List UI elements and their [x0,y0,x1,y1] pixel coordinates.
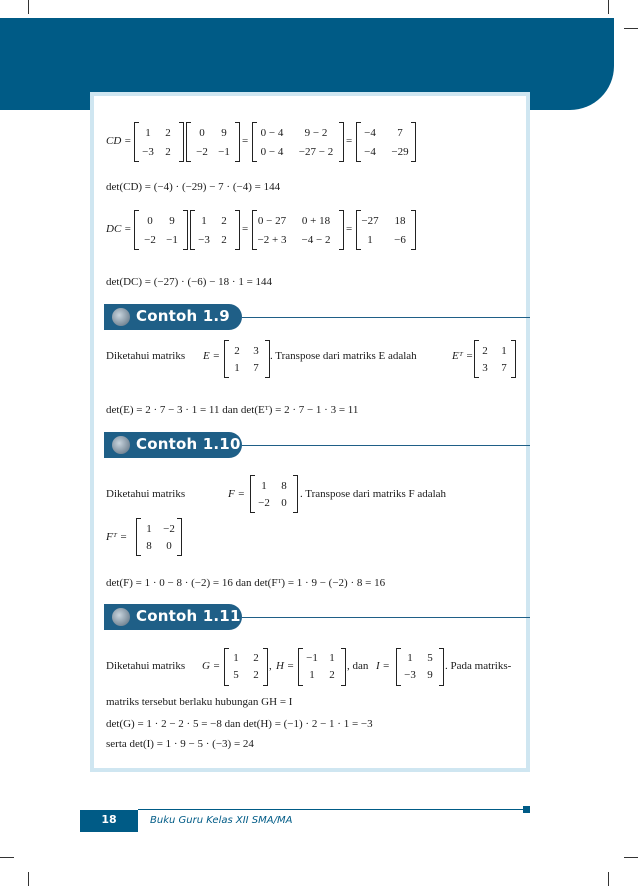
matrix-f-transpose: 1 −2 8 0 [136,518,182,556]
matrix-cd-result: −4 7 −4 −29 [356,122,416,162]
equals-sign: = [242,223,249,235]
matrix-e-transpose: 2 1 3 7 [474,340,516,378]
matrix-label: I = [376,660,390,672]
matrix-label: E = [203,350,220,362]
dc-label: DC = [106,223,132,235]
matrix-i: 1 5 −3 9 [396,648,444,686]
example-text: Diketahui matriks [106,350,186,362]
equals-sign: = [346,223,353,235]
matrix-h: −1 1 1 2 [298,648,346,686]
globe-icon [112,308,130,326]
det-e: det(E) = 2 · 7 − 3 · 1 = 11 dan det(Eᵀ) = 2 · 7 − 1 · 3 = 11 [106,404,359,416]
example-text: , dan [347,660,369,672]
crop-mark [28,0,29,14]
matrix-label: Fᵀ = [106,531,128,543]
book-title: Buku Guru Kelas XII SMA/MA [150,815,293,826]
page-number: 18 [101,813,117,826]
example-text: . Transpose dari matriks F adalah [300,488,447,500]
matrix-label: G = [202,660,221,672]
matrix-c: 1 2 −3 2 [190,210,240,250]
crop-mark [0,857,14,858]
crop-mark [608,0,609,14]
cd-label: CD = [106,135,132,147]
equals-sign: = [346,135,353,147]
matrix-c: 1 2 −3 2 [134,122,184,162]
matrix-d: 0 9 −2 −1 [134,210,188,250]
crop-mark [624,28,638,29]
det-f: det(F) = 1 · 0 − 8 · (−2) = 16 dan det(Fᵀ) = 1 · 9 − (−2) · 8 = 16 [106,577,386,589]
matrix-g: 1 2 5 2 [224,648,268,686]
footer-rule [138,809,524,810]
example-title: Contoh 1.10 [136,435,241,453]
matrix-dc-steps: 0 − 27 0 + 18 −2 + 3 −4 − 2 [252,210,344,250]
matrix-label: Eᵀ = [452,350,474,362]
example-text: , [269,660,272,672]
globe-icon [112,608,130,626]
matrix-e: 2 3 1 7 [224,340,270,378]
example-text: Diketahui matriks [106,660,186,672]
matrix-label: F = [228,488,245,500]
example-text: . Pada matriks- [445,660,512,672]
matrix-label: H = [276,660,295,672]
det-cd: det(CD) = (−4) · (−29) − 7 · (−4) = 144 [106,181,281,193]
footer-rule-end [523,806,530,813]
example-text: . Transpose dari matriks E adalah [270,350,417,362]
example-heading [104,432,530,458]
globe-icon [112,436,130,454]
matrix-f: 1 8 −2 0 [250,475,298,513]
det-i: serta det(I) = 1 · 9 − 5 · (−3) = 24 [106,738,254,750]
example-text: matriks tersebut berlaku hubungan GH = I [106,696,293,708]
matrix-dc-result: −27 18 1 −6 [356,210,416,250]
example-text: Diketahui matriks [106,488,186,500]
matrix-cd-steps: 0 − 4 9 − 2 0 − 4 −27 − 2 [252,122,344,162]
example-heading [104,304,530,330]
matrix-d: 0 9 −2 −1 [186,122,240,162]
crop-mark [608,872,609,886]
equals-sign: = [242,135,249,147]
example-title: Contoh 1.11 [136,607,241,625]
crop-mark [624,857,638,858]
example-title: Contoh 1.9 [136,307,230,325]
det-g-h: det(G) = 1 · 2 − 2 · 5 = −8 dan det(H) = (−1) · 2 − 1 · 1 = −3 [106,718,373,730]
crop-mark [28,872,29,886]
example-heading [104,604,530,630]
det-dc: det(DC) = (−27) · (−6) − 18 · 1 = 144 [106,276,273,288]
